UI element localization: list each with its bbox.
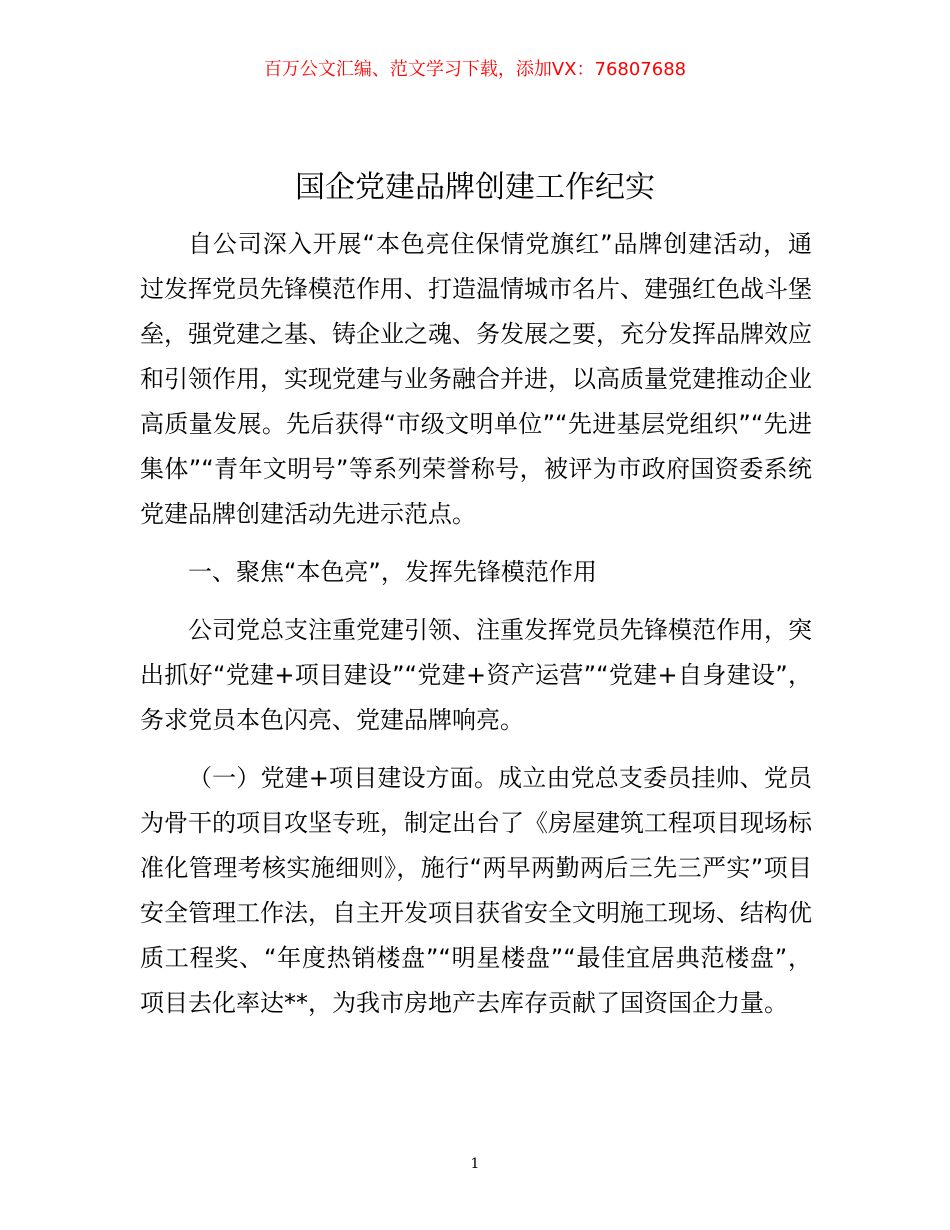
section-heading-1: 一、聚焦“本色亮”，发挥先锋模范作用: [188, 558, 597, 586]
page-number: 1: [470, 1156, 480, 1172]
subsection-1-paragraph: （一）党建+项目建设方面。成立由党总支委员挂帅、党员为骨干的项目攻坚专班，制定出台了《房屋建筑工程项目现场标准化管理考核实施细则》，施行“两早两勤两后三先三严实”项目安全管理工作法，自主开发项目获省安全文明施工现场、结构优质工程奖、“年度热销楼盘”“明星楼盘”“最佳宜居典范楼盘”，项目去化率达**，为我市房地产去库存贡献了国资国企力量。: [140, 764, 812, 1017]
section-1-paragraph: 公司党总支注重党建引领、注重发挥党员先锋模范作用，突出抓好“党建+项目建设”“党建+资产运营”“党建+自身建设”，务求党员本色闪亮、党建品牌响亮。: [140, 616, 812, 734]
watermark-banner: 百万公文汇编、范文学习下载，添加VX：76807688: [263, 59, 687, 80]
document-body: [140, 222, 812, 1026]
intro-paragraph: 自公司深入开展“本色亮住保情党旗红”品牌创建活动，通过发挥党员先锋模范作用、打造温情城市名片、建强红色战斗堡垒，强党建之基、铸企业之魂、务发展之要，充分发挥品牌效应和引领作用，实现党建与业务融合并进，以高质量党建推动企业高质量发展。先后获得“市级文明单位”“先进基层党组织”“先进集体”“青年文明号”等系列荣誉称号，被评为市政府国资委系统党建品牌创建活动先进示范点。: [140, 230, 812, 528]
document-title: 国企党建品牌创建工作纪实: [295, 170, 655, 205]
